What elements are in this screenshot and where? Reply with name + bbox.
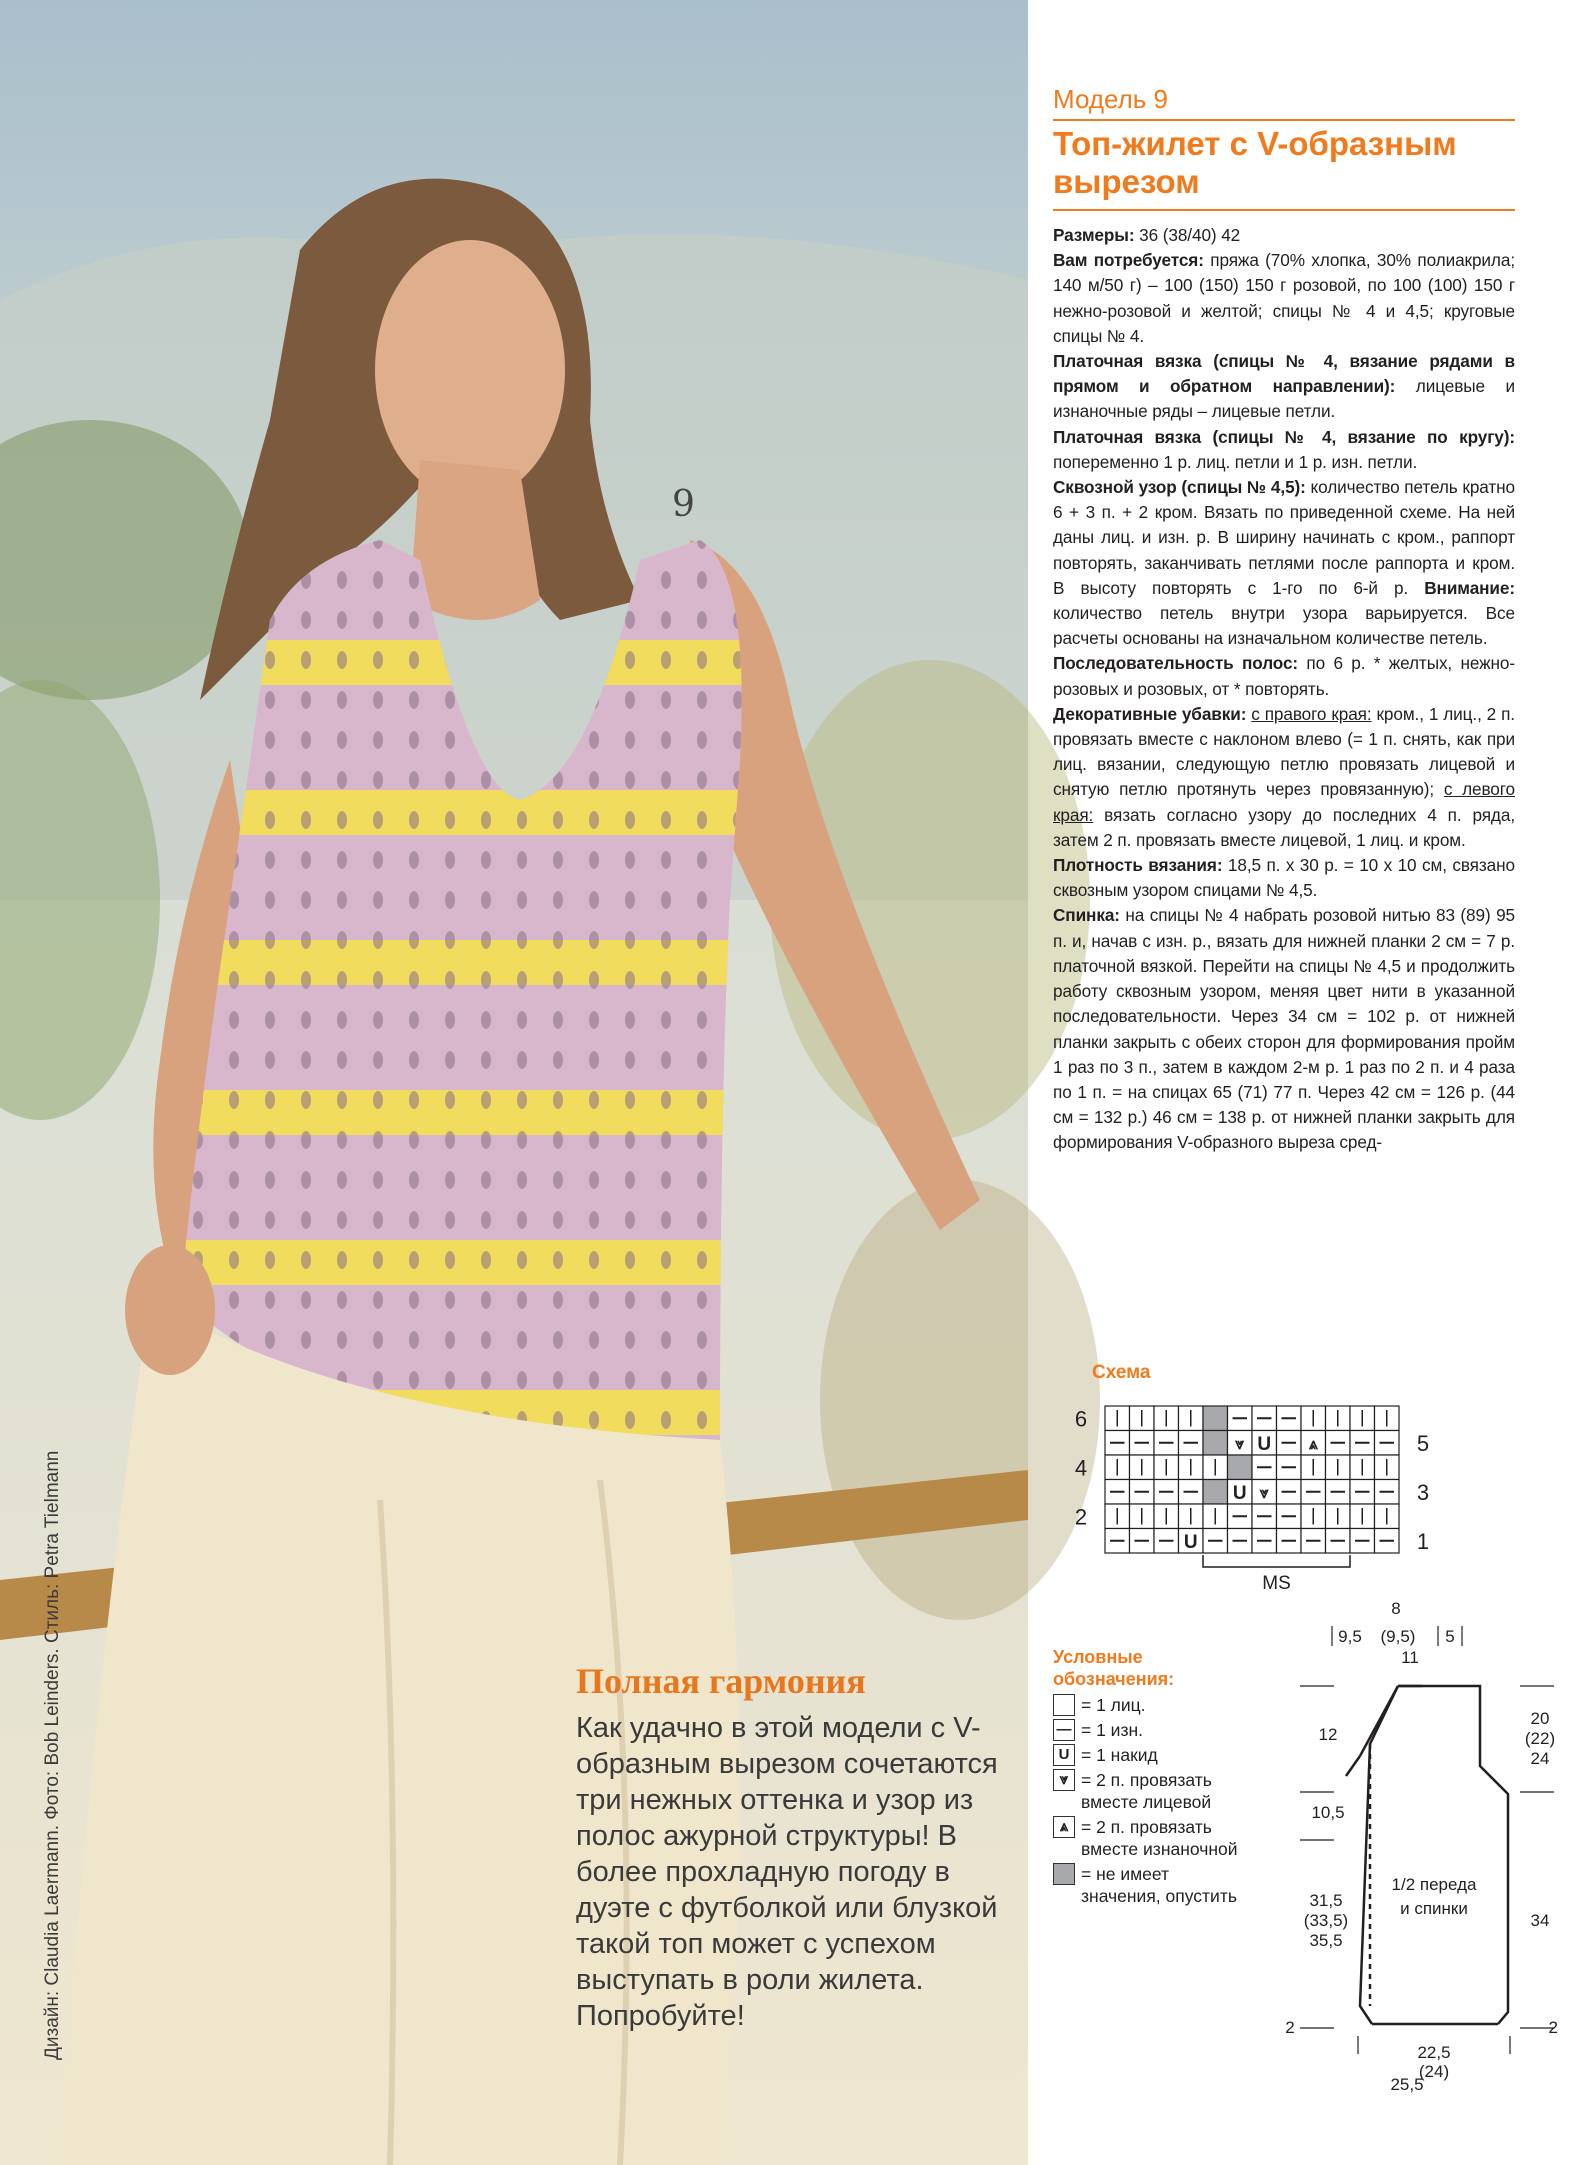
article-paragraph <box>1053 248 1515 349</box>
article-paragraph <box>1053 903 1515 1155</box>
pattern-dim-right: 24 <box>1530 1749 1550 1768</box>
legend-text: = 2 п. провязать вместе лицевой <box>1081 1770 1212 1812</box>
chart-row-number: 5 <box>1416 1430 1430 1456</box>
paragraph-label: Внимание: <box>1424 577 1515 598</box>
pattern-dim-left: 10,5 <box>1311 1803 1345 1822</box>
pattern-dim-top: 8 <box>1391 1599 1401 1618</box>
chart-cell <box>1203 1406 1228 1431</box>
paragraph-label: Плотность вязания: <box>1053 855 1223 876</box>
legend-item <box>1053 1816 1253 1860</box>
paragraph-text: количество петель внутри узора варьируется. Все расчеты основаны на изначальном количестве петель. <box>1053 603 1515 649</box>
chart-row-number: 4 <box>1074 1455 1088 1481</box>
chart-k2tog-mark: ⩔ <box>1235 1435 1245 1453</box>
paragraph-text: количество петель кратно 6 + 3 п. + 2 кром. Вязать по приведенной схеме. На ней даны лиц. и изн. р. В ширину начинать с кром., раппорт повторять, заканчивать петлями после раппорта и кром. В высоту повторять с 1-го по 6-й р. <box>1053 477 1515 598</box>
pattern-dim-top: (9,5) <box>1380 1627 1416 1646</box>
article-paragraph <box>1053 702 1515 853</box>
paragraph-text: 18,5 п. х 30 р. = 10 х 10 см, связано сквозным узором спицами № 4,5. <box>1053 855 1515 901</box>
paragraph-text: попеременно 1 р. лиц. петли и 1 р. изн. петли. <box>1053 451 1418 472</box>
chart-k2tog-mark: ⩔ <box>1259 1484 1269 1502</box>
article-paragraph <box>1053 425 1515 475</box>
legend-text: = 1 изн. <box>1081 1720 1144 1740</box>
paragraph-underlined: с левого края: <box>1053 779 1515 825</box>
pattern-dim-left: 31,5 <box>1309 1891 1343 1910</box>
article-paragraph <box>1053 475 1515 651</box>
article-body <box>1053 223 1515 1156</box>
legend-text: = 2 п. провязать вместе изнаночной <box>1081 1817 1238 1859</box>
pattern-dim-bottom: (24) <box>1418 2062 1450 2081</box>
pattern-dim-top: 11 <box>1401 1648 1419 1667</box>
pattern-outline <box>1398 1686 1508 2024</box>
legend-symbol-icon <box>1053 1694 1075 1716</box>
pattern-dim-top: 9,5 <box>1338 1627 1362 1646</box>
pattern-v-neck <box>1360 1686 1398 1756</box>
paragraph-text: кром., 1 лиц., 2 п. провязать вместе с наклоном влево (= 1 п. снять, как при лиц. вязании, следующую петлю провязать лицевой и снятую петлю протянуть через провязанную); <box>1053 703 1515 800</box>
pattern-dim-left: (33,5) <box>1303 1911 1349 1930</box>
pattern-dim-right: 20 <box>1530 1709 1550 1728</box>
legend <box>1053 1646 1253 1910</box>
legend-items <box>1053 1694 1253 1907</box>
pattern-dim-right: 34 <box>1530 1911 1550 1930</box>
article-paragraph <box>1053 223 1515 248</box>
paragraph-text: на спицы № 4 набрать розовой нитью 83 (89) 95 п. и, начав с изн. р., вязать для нижней планки 2 см = 7 р. платочной вязкой. Перейти на спицы № 4,5 и продолжить работу сквозным узором, меняя цвет нити в указанной последовательности. Через 34 см = 102 р. от нижней планки закрыть с обеих сторон для формирования пройм 1 раз по 3 п., затем в каждом 2-м р. 1 раз по 2 п. и 4 раза по 1 п. = на спицах 65 (71) 77 п. Через 42 см = 126 р. (44 см = 132 р.) 46 см = 138 р. от нижней планки закрыть для формирования V-образного выреза сред- <box>1053 905 1515 1153</box>
model-label: Модель 9 <box>1053 84 1515 121</box>
paragraph-text: вязать согласно узору до последних 4 п. ряда, затем 2 п. провязать вместе лицевой, 1 лиц. и кром. <box>1053 804 1515 850</box>
pattern-dim-top: 5 <box>1445 1627 1455 1646</box>
pattern-center-label: 1/2 переда <box>1391 1875 1477 1894</box>
schema-label: Схема <box>1092 1362 1151 1383</box>
legend-text: = 1 накид <box>1081 1745 1158 1765</box>
article-title: Топ-жилет с V-образным вырезом <box>1053 125 1515 211</box>
paragraph-label: Сквозной узор (спицы № 4,5): <box>1053 477 1306 498</box>
paragraph-label: Декоративные убавки: <box>1053 703 1247 724</box>
photo-credits: Дизайн: Claudia Laermann. Фото: Bob Leinders. Стиль: Petra Tielmann <box>42 1450 63 2060</box>
paragraph-label: Размеры: <box>1053 225 1135 245</box>
pattern-center-label: и спинки <box>1400 1899 1468 1918</box>
chart-yarnover-mark: U <box>1232 1482 1247 1504</box>
pattern-diagram <box>1262 1596 1558 2081</box>
paragraph-label: Спинка: <box>1053 905 1120 926</box>
promo-heading: Полная гармония <box>576 1661 866 1701</box>
paragraph-label: Вам потребуется: <box>1053 250 1204 271</box>
paragraph-text: пряжа (70% хлопка, 30% полиакрила; 140 м/50 г) – 100 (150) 150 г розовой, по 100 (100) 150 г нежно-розовой и желтой; спицы № 4 и 4,5; круговые спицы № 4. <box>1053 250 1515 346</box>
paragraph-label: Платочная вязка (спицы № 4, вязание рядами в прямом и обратном направлении): <box>1053 351 1515 397</box>
pattern-dim-right: 2 <box>1548 2018 1558 2037</box>
chart-repeat-label: MS <box>1262 1573 1291 1594</box>
pattern-dim-left: 12 <box>1318 1725 1338 1744</box>
pattern-dim-bottom: 22,5 <box>1417 2043 1451 2062</box>
legend-symbol-icon <box>1053 1863 1075 1885</box>
legend-item <box>1053 1719 1253 1741</box>
article-column <box>1053 84 1515 1156</box>
chart-repeat-bracket <box>1203 1555 1350 1567</box>
promo-text: Как удачно в этой модели с V-образным вырезом сочетаются три нежных оттенка и узор из полос ажурной структуры! В более прохладную погоду в дуэте с футболкой или блузкой такой топ может с успехом выступать в роли жилета. Попробуйте! <box>576 1712 998 2032</box>
pattern-neckline <box>1346 1756 1360 1776</box>
photo-model-number: 9 <box>672 484 695 525</box>
pattern-dim-left: 2 <box>1285 2018 1295 2037</box>
paragraph-text: лицевые и изнаночные ряды – лицевые петли. <box>1053 376 1515 422</box>
legend-item <box>1053 1769 1253 1813</box>
paragraph-underlined: с правого края: <box>1251 703 1372 724</box>
legend-item <box>1053 1744 1253 1766</box>
pattern-dim-bottom-last: 25,5 <box>1390 2075 1424 2094</box>
chart-row-number: 2 <box>1074 1504 1088 1530</box>
legend-symbol-icon: ⩓ <box>1053 1816 1075 1838</box>
legend-title: Условные обозначения: <box>1053 1647 1175 1689</box>
legend-item <box>1053 1863 1253 1907</box>
paragraph-text: 36 (38/40) 42 <box>1134 225 1241 245</box>
legend-symbol-icon: ⩔ <box>1053 1769 1075 1791</box>
chart-cell <box>1203 1431 1228 1456</box>
pattern-dim-left: 35,5 <box>1309 1931 1343 1950</box>
article-paragraph <box>1053 853 1515 903</box>
pattern-dim-right: (22) <box>1524 1729 1556 1748</box>
article-paragraph <box>1053 349 1515 425</box>
chart-cell <box>1228 1455 1253 1480</box>
legend-item <box>1053 1694 1253 1716</box>
legend-text: = не имеет значения, опустить <box>1081 1864 1237 1906</box>
chart-row-number: 6 <box>1074 1406 1088 1432</box>
stitch-chart <box>1050 1388 1430 1628</box>
legend-symbol-icon: U <box>1053 1744 1075 1766</box>
paragraph-label: Последовательность полос: <box>1053 653 1299 674</box>
chart-row-number: 1 <box>1416 1528 1430 1554</box>
legend-symbol-icon: — <box>1053 1719 1075 1741</box>
paragraph-label: Платочная вязка (спицы № 4, вязание по кругу): <box>1053 426 1515 447</box>
pattern-outline <box>1360 1686 1398 2024</box>
legend-text: = 1 лиц. <box>1081 1695 1146 1715</box>
chart-cell <box>1203 1480 1228 1505</box>
promo-block <box>576 1660 1016 2034</box>
paragraph-text: по 6 р. * желтых, нежно-розовых и розовых, от * повторять. <box>1053 653 1515 699</box>
chart-yarnover-mark: U <box>1183 1531 1198 1553</box>
chart-row-number: 3 <box>1416 1479 1430 1505</box>
chart-p2tog-mark: ⩓ <box>1308 1435 1318 1453</box>
article-paragraph <box>1053 651 1515 701</box>
chart-yarnover-mark: U <box>1257 1433 1272 1455</box>
